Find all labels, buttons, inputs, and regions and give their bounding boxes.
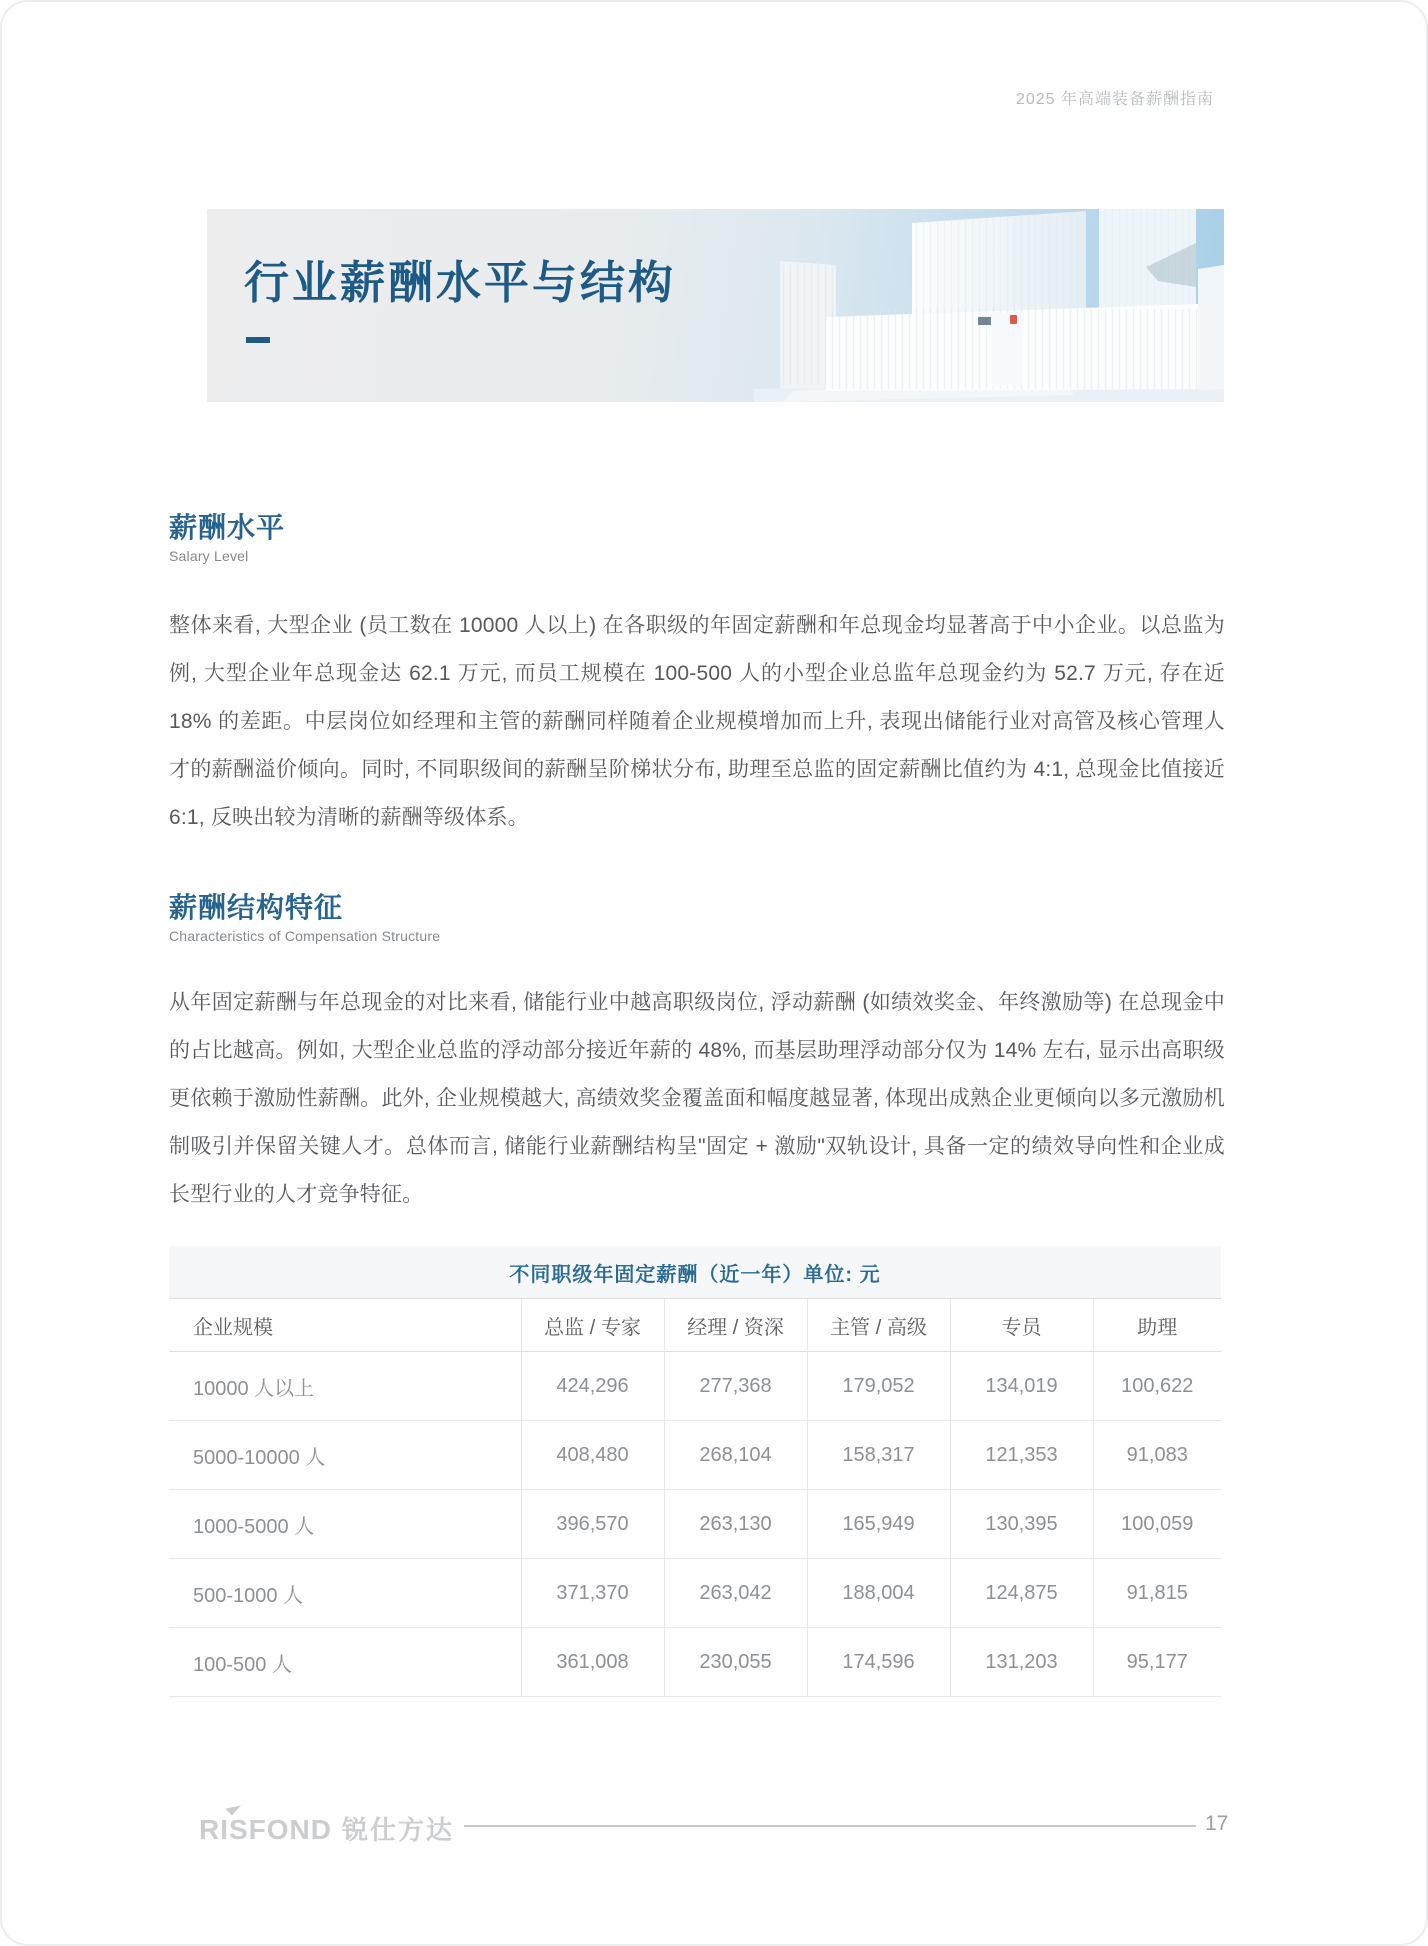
table-row	[169, 1628, 1221, 1697]
table-title-row	[169, 1246, 1221, 1299]
col-header-manager: 经理 / 资深	[664, 1299, 807, 1352]
risfond-logo-cn: 锐仕方达	[342, 1815, 455, 1845]
compensation-structure-paragraph: 从年固定薪酬与年总现金的对比来看, 储能行业中越高职级岗位, 浮动薪酬 (如绩效奖金、年终激励等) 在总现金中的占比越高。例如, 大型企业总监的浮动部分接近年薪的 48%, 而基层助理浮动部分仅为 14% 左右, 显示出高职级更依赖于激励性薪酬。此外, 企业规模越大, 高绩效奖金覆盖面和幅度越显著, 体现出成熟企业更倾向以多元激励机制吸引并保留关键人才。总体而言, 储能行业薪酬结构呈"固定 + 激励"双轨设计, 具备一定的绩效导向性和企业成长型行业的人才竞争特征。	[169, 991, 1225, 1206]
banner-title: 行业薪酬水平与结构	[244, 257, 677, 308]
cell-value: 100,622	[1093, 1352, 1221, 1421]
cell-value: 268,104	[664, 1421, 807, 1490]
cell-scale: 100-500 人	[169, 1628, 521, 1697]
page-number: 17	[1205, 1812, 1229, 1835]
table-row	[169, 1352, 1221, 1421]
cell-value: 130,395	[950, 1490, 1093, 1559]
section-title: 薪酬结构特征	[169, 892, 344, 923]
chapter-banner	[207, 209, 1224, 402]
cell-scale: 1000-5000 人	[169, 1490, 521, 1559]
col-header-assistant: 助理	[1093, 1299, 1221, 1352]
cell-value: 396,570	[521, 1490, 664, 1559]
cell-value: 165,949	[807, 1490, 950, 1559]
fixed-salary-table	[169, 1246, 1221, 1697]
cell-value: 100,059	[1093, 1490, 1221, 1559]
cell-value: 277,368	[664, 1352, 807, 1421]
cell-value: 188,004	[807, 1559, 950, 1628]
col-header-specialist: 专员	[950, 1299, 1093, 1352]
table-row	[169, 1490, 1221, 1559]
cell-value: 121,353	[950, 1421, 1093, 1490]
col-header-company-scale: 企业规模	[169, 1299, 521, 1352]
cell-value: 158,317	[807, 1421, 950, 1490]
cell-value: 95,177	[1093, 1628, 1221, 1697]
cell-value: 179,052	[807, 1352, 950, 1421]
cell-value: 230,055	[664, 1628, 807, 1697]
cell-scale: 500-1000 人	[169, 1559, 521, 1628]
cell-value: 263,042	[664, 1559, 807, 1628]
section-subtitle: Salary Level	[169, 548, 249, 564]
cell-value: 408,480	[521, 1421, 664, 1490]
storage-containers-image	[754, 209, 1224, 402]
cell-value: 124,875	[950, 1559, 1093, 1628]
col-header-supervisor: 主管 / 高级	[807, 1299, 950, 1352]
risfond-logo-en: RISFOND	[199, 1814, 332, 1846]
cell-value: 174,596	[807, 1628, 950, 1697]
cell-value: 91,083	[1093, 1421, 1221, 1490]
cell-value: 361,008	[521, 1628, 664, 1697]
table-title: 不同职级年固定薪酬（近一年）单位: 元	[169, 1246, 1221, 1299]
col-header-director: 总监 / 专家	[521, 1299, 664, 1352]
cell-value: 263,130	[664, 1490, 807, 1559]
salary-level-paragraph: 整体来看, 大型企业 (员工数在 10000 人以上) 在各职级的年固定薪酬和年总现金均显著高于中小企业。以总监为例, 大型企业年总现金达 62.1 万元, 而员工规模在 100-500 人的小型企业总监年总现金约为 52.7 万元, 存在近 18% 的差距。中层岗位如经理和主管的薪酬同样随着企业规模增加而上升, 表现出储能行业对高管及核心管理人才的薪酬溢价倾向。同时, 不同职级间的薪酬呈阶梯状分布, 助理至总监的固定薪酬比值约为 4:1, 总现金比值接近 6:1, 反映出较为清晰的薪酬等级体系。	[169, 614, 1225, 829]
risfond-logo	[199, 1810, 454, 1847]
section-salary-level	[169, 506, 285, 564]
banner-title-dash	[246, 337, 270, 343]
section-compensation-structure	[169, 886, 440, 944]
section-subtitle: Characteristics of Compensation Structure	[169, 928, 441, 944]
footer-divider	[464, 1825, 1196, 1827]
cell-value: 424,296	[521, 1352, 664, 1421]
cell-value: 134,019	[950, 1352, 1093, 1421]
table-header-row	[169, 1299, 1221, 1352]
table-row	[169, 1421, 1221, 1490]
cell-value: 131,203	[950, 1628, 1093, 1697]
cell-value: 371,370	[521, 1559, 664, 1628]
cell-value: 91,815	[1093, 1559, 1221, 1628]
cell-scale: 5000-10000 人	[169, 1421, 521, 1490]
cell-scale: 10000 人以上	[169, 1352, 521, 1421]
table-row	[169, 1559, 1221, 1628]
running-header-title: 2025 年高端装备薪酬指南	[1015, 91, 1214, 108]
section-title: 薪酬水平	[169, 512, 286, 543]
